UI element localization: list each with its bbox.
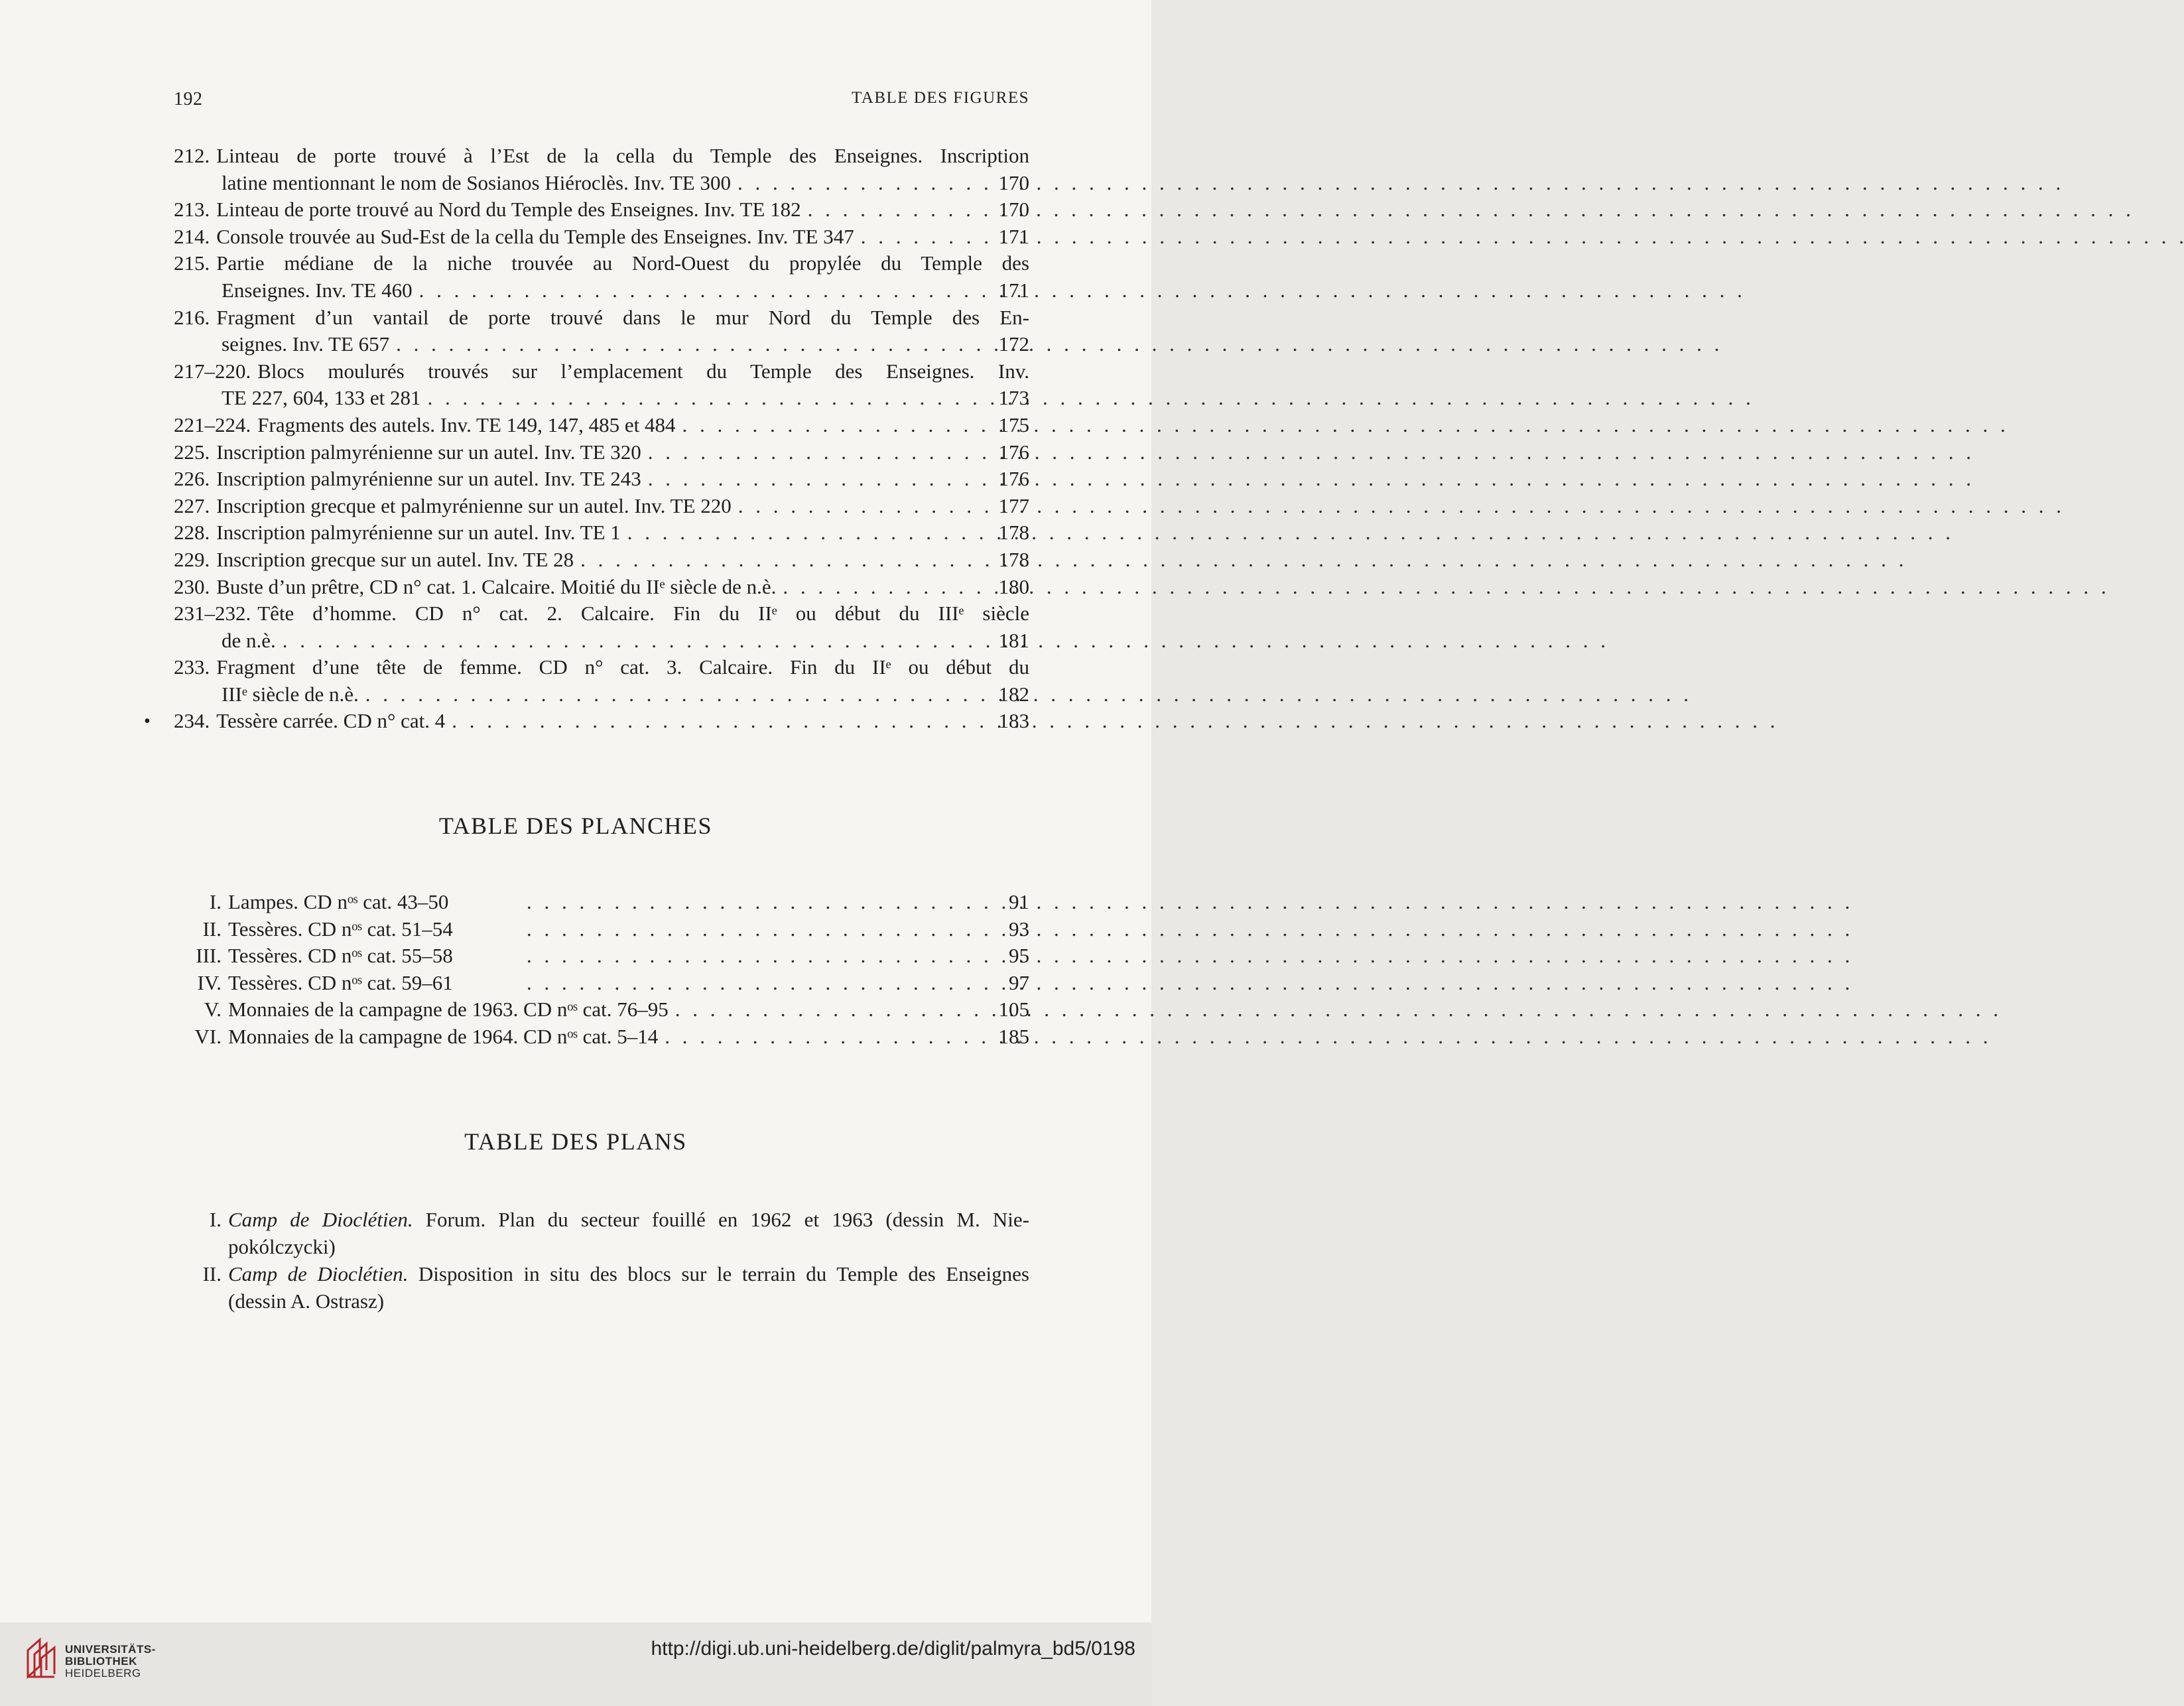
source-url-link[interactable]: http://digi.ub.uni-heidelberg.de/diglit/palmyra_bd5/0198 — [651, 1638, 1135, 1660]
figure-line — [174, 547, 1029, 574]
planche-page: 93 — [1009, 917, 1029, 941]
planche-page: 97 — [1009, 970, 1029, 994]
figure-line — [174, 466, 1029, 493]
figure-caption: de n.è. — [222, 628, 276, 652]
figure-caption: Inscription grecque sur un autel. Inv. TE 28 — [216, 547, 574, 571]
figure-page: 175 — [998, 413, 1029, 436]
dot-leader — [627, 519, 982, 547]
figure-caption: Linteau de porte trouvé à l’Est de la cella du Temple des Enseignes. Inscription — [216, 144, 1029, 167]
figure-number: 228. — [174, 521, 210, 545]
figure-caption: Inscription palmyrénienne sur un autel. Inv. TE 243 — [216, 467, 641, 491]
dot-leader — [648, 439, 982, 466]
figure-line — [174, 600, 1029, 627]
figure-page: 171 — [998, 278, 1029, 302]
figure-page: 178 — [998, 521, 1029, 545]
figure-page: 171 — [998, 224, 1029, 248]
figure-line — [174, 224, 1029, 251]
dot-leader — [527, 889, 982, 916]
library-name-line3: HEIDELBERG — [65, 1667, 141, 1679]
planche-line — [174, 916, 1029, 943]
plan-number: II. — [202, 1262, 222, 1285]
figure-number: 229. — [174, 547, 210, 571]
figure-number: 234. — [174, 709, 210, 733]
figure-number: 230. — [174, 574, 210, 598]
plans-list — [174, 1206, 1029, 1315]
figure-line — [174, 412, 1029, 439]
planche-caption: Tessères. CD nᵒˢ cat. 59–61 — [228, 970, 453, 994]
figure-entry — [174, 412, 1029, 439]
figure-entry — [174, 143, 1029, 196]
dot-leader — [861, 224, 982, 251]
plan-entry — [174, 1260, 1029, 1315]
dot-leader — [738, 170, 982, 197]
figure-line — [174, 304, 1029, 332]
figure-entry — [174, 493, 1029, 520]
figure-number: 227. — [174, 493, 210, 517]
figure-caption: Fragment d’un vantail de porte trouvé dans le mur Nord du Temple des En- — [216, 305, 1029, 329]
figure-number: 225. — [174, 440, 210, 464]
figure-line — [174, 574, 1029, 601]
figure-number: 214. — [174, 224, 210, 248]
figure-page: 178 — [998, 547, 1029, 571]
plan-line — [174, 1206, 1029, 1233]
figure-number: 213. — [174, 198, 210, 222]
figure-line — [174, 143, 1029, 170]
figure-number: 233. — [174, 655, 210, 679]
figure-entry — [174, 304, 1029, 358]
dot-leader — [580, 547, 982, 574]
figure-line — [174, 627, 1029, 655]
dot-leader — [283, 627, 982, 655]
running-title: TABLE DES FIGURES — [852, 89, 1029, 107]
figure-line — [174, 277, 1029, 304]
planche-page: 105 — [998, 998, 1029, 1021]
dot-leader — [648, 466, 982, 493]
library-logo-icon — [25, 1636, 60, 1679]
library-name-line1: UNIVERSITÄTS- — [65, 1643, 156, 1656]
dot-leader — [665, 1023, 982, 1051]
plan-entry — [174, 1206, 1029, 1260]
planche-caption: Lampes. CD nᵒˢ cat. 43–50 — [228, 890, 449, 913]
figure-entry — [174, 654, 1029, 708]
figure-number: 216. — [174, 305, 210, 329]
figure-entry — [174, 358, 1029, 412]
figure-line — [174, 681, 1029, 708]
figure-entry — [174, 196, 1029, 224]
planche-line — [174, 996, 1029, 1023]
planche-line — [174, 889, 1029, 916]
figure-caption: latine mentionnant le nom de Sosianos Hiéroclès. Inv. TE 300 — [222, 170, 731, 194]
figure-entry — [174, 547, 1029, 574]
planche-line — [174, 1023, 1029, 1051]
figure-line — [174, 196, 1029, 224]
planche-number: IV. — [197, 970, 222, 994]
figure-page: 170 — [998, 170, 1029, 194]
figure-caption: Blocs moulurés trouvés sur l’emplacement du Temple des Enseignes. Inv. — [257, 359, 1029, 383]
dot-leader — [365, 681, 982, 708]
figure-caption: Console trouvée au Sud-Est de la cella du Temple des Enseignes. Inv. TE 347 — [216, 224, 854, 248]
figure-entry — [174, 466, 1029, 493]
figure-caption: TE 227, 604, 133 et 281 — [222, 386, 421, 410]
figure-line — [174, 385, 1029, 412]
planche-number: III. — [196, 944, 222, 968]
figure-line — [174, 331, 1029, 358]
figure-page: 183 — [998, 709, 1029, 733]
figure-line — [174, 708, 1029, 735]
figure-page: 182 — [998, 682, 1029, 706]
figure-line — [174, 170, 1029, 197]
figure-line — [174, 439, 1029, 466]
figure-number: 221–224. — [174, 413, 251, 436]
planches-title: TABLE DES PLANCHES — [438, 813, 713, 839]
plan-continuation: pokólczycki) — [228, 1235, 336, 1258]
figure-entry — [174, 519, 1029, 547]
dot-leader — [527, 970, 982, 997]
figure-caption: Enseignes. Inv. TE 460 — [222, 278, 413, 302]
figure-caption: Tessère carrée. CD n° cat. 4 — [216, 709, 446, 733]
dot-leader — [682, 412, 982, 439]
figure-entry — [174, 250, 1029, 304]
planche-caption: Monnaies de la campagne de 1964. CD nᵒˢ cat. 5–14 — [228, 1024, 659, 1048]
plan-site: Camp de Dioclétien. — [228, 1208, 413, 1231]
planche-number: I. — [209, 890, 222, 913]
planche-number: VI. — [194, 1024, 222, 1048]
plan-description: Disposition in situ des blocs sur le terrain du Temple des Enseignes — [418, 1262, 1029, 1285]
plan-number: I. — [209, 1208, 222, 1231]
planche-page: 91 — [1009, 890, 1029, 913]
figure-caption: seignes. Inv. TE 657 — [222, 332, 390, 356]
figure-entry — [174, 574, 1029, 601]
figure-page: 170 — [998, 198, 1029, 222]
planche-caption: Tessères. CD nᵒˢ cat. 51–54 — [228, 917, 453, 941]
plan-description: Forum. Plan du secteur fouillé en 1962 et 1963 (dessin M. Nie- — [425, 1208, 1029, 1231]
planche-page: 185 — [998, 1024, 1029, 1048]
figure-page: 180 — [998, 574, 1029, 598]
library-name — [65, 1644, 156, 1679]
planche-number: V. — [204, 998, 222, 1021]
figure-page: 176 — [998, 440, 1029, 464]
dot-leader — [527, 943, 982, 970]
dot-leader — [675, 996, 982, 1023]
planche-entry — [174, 916, 1029, 943]
figure-line — [174, 250, 1029, 277]
figure-number: 217–220. — [174, 359, 251, 383]
planche-entry — [174, 943, 1029, 970]
planche-page: 95 — [1009, 944, 1029, 968]
figure-entry — [174, 708, 1029, 735]
figure-page: 181 — [998, 628, 1029, 652]
figure-number: 215. — [174, 251, 210, 275]
dot-leader — [527, 916, 982, 943]
figure-caption: IIIᵉ siècle de n.è. — [222, 682, 359, 706]
figure-line — [174, 493, 1029, 520]
page-number: 192 — [174, 89, 203, 109]
dot-leader — [428, 385, 982, 412]
figure-caption: Inscription palmyrénienne sur un autel. Inv. TE 320 — [216, 440, 641, 464]
planche-caption: Tessères. CD nᵒˢ cat. 55–58 — [228, 944, 453, 968]
dot-leader — [783, 574, 982, 601]
figure-line — [174, 519, 1029, 547]
figure-caption: Buste d’un prêtre, CD n° cat. 1. Calcaire. Moitié du IIᵉ siècle de n.è. — [216, 574, 777, 598]
figure-number: 212. — [174, 144, 210, 167]
planche-caption: Monnaies de la campagne de 1963. CD nᵒˢ cat. 76–95 — [228, 998, 669, 1021]
dot-leader — [396, 331, 982, 358]
figure-caption: Fragments des autels. Inv. TE 149, 147, 485 et 484 — [257, 413, 676, 436]
figure-list — [174, 143, 1029, 735]
figure-caption: Inscription palmyrénienne sur un autel. Inv. TE 1 — [216, 521, 621, 545]
footer-bar — [0, 1622, 1151, 1706]
figure-entry — [174, 439, 1029, 466]
planches-list — [174, 889, 1029, 1051]
figure-page: 177 — [998, 493, 1029, 517]
figure-caption: Partie médiane de la niche trouvée au Nord-Ouest du propylée du Temple des — [216, 251, 1029, 275]
library-name-line2: BIBLIOTHEK — [65, 1655, 137, 1668]
figure-line — [174, 654, 1029, 681]
figure-caption: Linteau de porte trouvé au Nord du Temple des Enseignes. Inv. TE 182 — [216, 198, 801, 222]
figure-entry — [174, 600, 1029, 654]
figure-page: 172 — [998, 332, 1029, 356]
planche-line — [174, 943, 1029, 970]
figure-number: 226. — [174, 467, 210, 491]
planche-entry — [174, 1023, 1029, 1051]
plan-caption — [228, 1260, 1029, 1287]
figure-caption: Tête d’homme. CD n° cat. 2. Calcaire. Fin du IIᵉ ou début du IIIᵉ siècle — [257, 602, 1029, 625]
planche-entry — [174, 889, 1029, 916]
plan-continuation: (dessin A. Ostrasz) — [228, 1289, 385, 1313]
figure-line — [174, 358, 1029, 385]
planche-entry — [174, 996, 1029, 1023]
plan-site: Camp de Dioclétien. — [228, 1262, 409, 1285]
plan-caption — [228, 1206, 1029, 1233]
dot-leader — [452, 708, 982, 735]
figure-caption: Inscription grecque et palmyrénienne sur un autel. Inv. TE 220 — [216, 493, 732, 517]
planche-entry — [174, 970, 1029, 997]
margin-bullet: • — [144, 711, 151, 732]
dot-leader — [419, 277, 982, 304]
figure-page: 173 — [998, 386, 1029, 410]
figure-page: 176 — [998, 467, 1029, 491]
figure-entry — [174, 224, 1029, 251]
figure-number: 231–232. — [174, 602, 251, 625]
planche-line — [174, 970, 1029, 997]
plans-title: TABLE DES PLANS — [464, 1128, 687, 1155]
plan-line — [174, 1260, 1029, 1287]
figure-caption: Fragment d’une tête de femme. CD n° cat. 3. Calcaire. Fin du IIᵉ ou début du — [216, 655, 1029, 679]
dot-leader — [738, 493, 982, 520]
dot-leader — [808, 196, 982, 224]
planche-number: II. — [202, 917, 222, 941]
